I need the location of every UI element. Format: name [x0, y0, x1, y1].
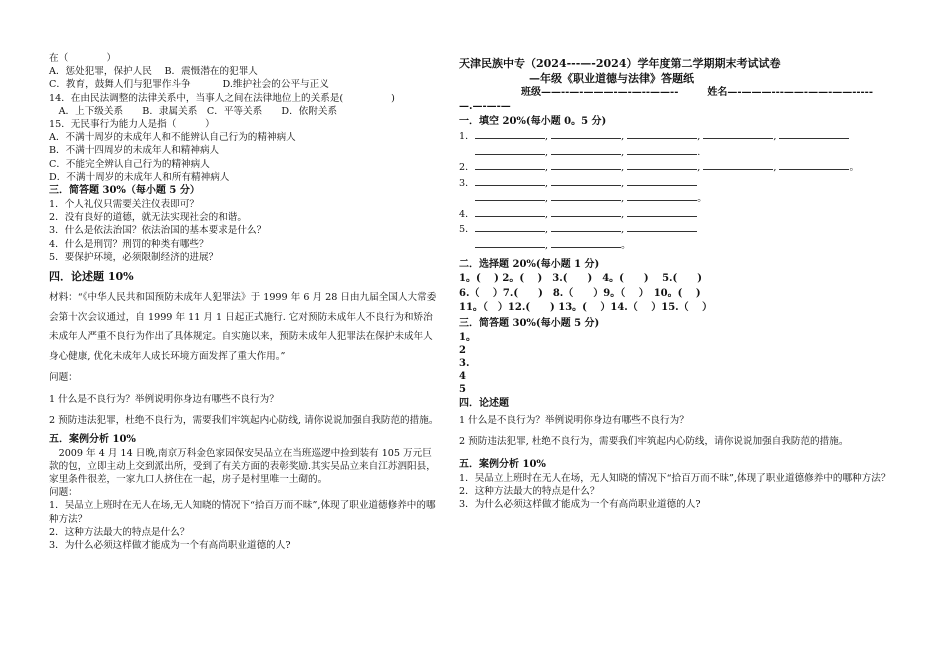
- answer-blank[interactable]: [551, 238, 621, 248]
- fill-row: [459, 238, 904, 254]
- answer-blank[interactable]: [551, 145, 621, 155]
- blank-separator: ,: [545, 177, 552, 189]
- answer-blank[interactable]: [551, 160, 621, 170]
- essay-material: 材料：“《中华人民共和国预防未成年人犯罪法》于 1999 年 6 月 28 日由九届全国人大常委会第十次会议通过，自 1999 年 11 月 1 日起正式施行. 它对预防未成年人不良行为和矫治未成年人严重不良行为作出了具体规定。自实施以来，预防未成年人犯罪法在保护未成年人身心健康, 优化未成年人成长环境方面发挥了重大作用。”: [49, 292, 437, 362]
- option-line: A．上下级关系 B．隶属关系 C．平等关系 D．依附关系: [49, 105, 338, 117]
- essay-question-1: 1 什么是不良行为？举例说明你身边有哪些不良行为？: [459, 414, 689, 426]
- choice-answer-row: 6.（ ）7.( ) 8.（ ）9。（ ） 10。( ): [459, 287, 701, 299]
- blank-separator: ,: [621, 162, 628, 173]
- short-answer-number: 5: [459, 383, 466, 395]
- blank-separator: ,: [697, 162, 704, 173]
- short-question: 1．个人礼仪只需要关注仪表即可？: [49, 199, 200, 211]
- blank-separator: ,: [621, 146, 628, 158]
- essay-question-1: 1 什么是不良行为？举例说明你身边有哪些不良行为？: [49, 393, 279, 405]
- answer-blank[interactable]: [627, 207, 697, 217]
- case-question-3: 3．为什么必须这样做才能成为一个有高尚职业道德的人?: [49, 539, 291, 551]
- answer-blank[interactable]: [703, 129, 773, 139]
- option-line: C．教育，鼓舞人们与犯罪作斗争 D.维护社会的公平与正义: [49, 79, 329, 91]
- answer-blank[interactable]: [475, 129, 545, 139]
- blank-separator: ,: [545, 131, 552, 142]
- class-field[interactable]: 班级——--—-———-—-—--——--: [521, 87, 679, 98]
- short-answer-number: 3.: [459, 357, 470, 369]
- answer-blank[interactable]: [627, 160, 697, 170]
- section-5-title: 五．案例分析 10%: [49, 433, 136, 445]
- answer-blank[interactable]: [475, 191, 545, 201]
- answer-blank[interactable]: [627, 176, 697, 186]
- fill-row-number: 2．: [459, 162, 475, 173]
- short-answer-number: 4: [459, 370, 466, 382]
- blank-separator: ,: [545, 208, 552, 220]
- fill-row: [459, 222, 904, 238]
- answer-blank[interactable]: [475, 222, 545, 232]
- answer-blank[interactable]: [475, 207, 545, 217]
- answer-blank[interactable]: [627, 191, 697, 201]
- blank-separator: 。: [621, 239, 631, 251]
- essay-section-title: 四．论述题: [459, 397, 509, 409]
- fill-row-number: 4．: [459, 208, 475, 220]
- left-column: [49, 52, 441, 552]
- fill-section-title: 一．填空 20%(每小题 0。5 分): [459, 116, 607, 127]
- case-question-2: 2．这种方法最大的特点是什么？: [49, 526, 190, 538]
- fill-row-number: 1．: [459, 131, 475, 142]
- blank-separator: 。: [697, 193, 707, 204]
- option-line: C．不能完全辨认自己行为的精神病人: [49, 158, 210, 170]
- fill-row: [459, 129, 904, 145]
- fill-row: [459, 191, 904, 207]
- essay-ask-label: 问题：: [49, 372, 78, 384]
- case-section-title: 五．案例分析 10%: [459, 458, 546, 470]
- case-ask-label: 问题：: [49, 487, 78, 499]
- blank-separator: ,: [773, 162, 780, 173]
- blank-separator: ,: [621, 131, 628, 142]
- answer-blank[interactable]: [551, 207, 621, 217]
- fill-row: [459, 145, 904, 161]
- blank-separator: ,: [545, 162, 552, 173]
- blank-separator: .: [697, 146, 701, 158]
- exam-title: 天津民族中专（2024---—-2024）学年度第二学期期末考试试卷: [459, 57, 781, 70]
- student-info: [459, 86, 904, 100]
- short-question: 5．要保护环境，必须限制经济的进展？: [49, 251, 219, 263]
- fill-row: [459, 160, 904, 176]
- answer-blank[interactable]: [703, 160, 773, 170]
- answer-sheet: [459, 56, 904, 511]
- essay-question-2: 2 预防违法犯罪, 杜绝不良行为，需要我们牢筑起内心防线，请你说说加强自我防范的措施。: [459, 435, 849, 447]
- choice-section-title: 二．选择题 20%(每小题 1 分): [459, 259, 600, 270]
- answer-blank[interactable]: [475, 145, 545, 155]
- fill-row-number: 5．: [459, 224, 475, 235]
- fill-row: [459, 207, 904, 223]
- name-field-tail: —.—-—-—: [459, 101, 511, 112]
- blank-separator: ,: [545, 193, 552, 204]
- fill-row: [459, 176, 904, 192]
- blank-separator: 。: [849, 162, 860, 173]
- answer-blank[interactable]: [627, 145, 697, 155]
- blank-separator: ,: [545, 224, 552, 235]
- question-14: 14．在由民法调整的法律关系中，当事人之间在法律地位上的关系是( ): [49, 92, 395, 104]
- section-4-title: 四．论述题 10%: [49, 270, 134, 284]
- answer-blank[interactable]: [779, 129, 849, 139]
- short-question: 4．什么是刑罚？刑罚的种类有哪些？: [49, 238, 209, 250]
- answer-blank[interactable]: [551, 176, 621, 186]
- question-text: 在（ ）: [49, 53, 117, 64]
- case-question-1: 1．吴品立上班时在无人在场，无人知晓的情况下“拾百万而不昧”,体现了职业道德修养中的哪种方法？: [459, 472, 891, 484]
- blank-separator: ,: [621, 193, 628, 204]
- blank-separator: ,: [773, 131, 780, 142]
- name-field[interactable]: 姓名—-———---——-——-——-----: [707, 87, 873, 98]
- short-answer-number: 2: [459, 344, 466, 356]
- fill-blank-area: [459, 129, 904, 253]
- case-question-1: 1．吴品立上班时在无人在场,无人知晓的情况下“拾百万而不昧”,体现了职业道德修养中的哪种方法？: [49, 500, 436, 525]
- option-line: D．不满十周岁的未成年人和所有精神病人: [49, 171, 230, 183]
- blank-separator: ,: [621, 208, 628, 220]
- blank-separator: ,: [545, 239, 552, 251]
- answer-blank[interactable]: [627, 129, 697, 139]
- answer-blank[interactable]: [551, 222, 621, 232]
- case-question-3: 3．为什么必须这样做才能成为一个有高尚职业道德的人?: [459, 498, 701, 510]
- option-line: A．惩处犯罪，保护人民 B．震慑潜在的犯罪人: [49, 66, 258, 78]
- short-question: 3．什么是依法治国？依法治国的基本要求是什么？: [49, 225, 267, 237]
- answer-blank[interactable]: [779, 160, 849, 170]
- question-15: 15．无民事行为能力人是指（ ）: [49, 119, 215, 131]
- case-question-2: 2．这种方法最大的特点是什么？: [459, 485, 600, 497]
- essay-question-2: 2 预防违法犯罪，杜绝不良行为，需要我们牢筑起内心防线, 请你说说加强自我防范的措施。: [49, 415, 439, 427]
- option-line: B．不满十四周岁的未成年人和精神病人: [49, 145, 220, 157]
- answer-blank[interactable]: [627, 222, 697, 232]
- exam-subtitle: —年级《职业道德与法律》答题纸: [529, 72, 694, 85]
- blank-separator: ,: [621, 224, 628, 235]
- answer-blank[interactable]: [551, 191, 621, 201]
- short-section-title: 三．简答题 30%(每小题 5 分): [459, 317, 600, 329]
- section-3-title: 三．简答题 30%（每小题 5 分）: [49, 185, 200, 197]
- answer-blank[interactable]: [475, 160, 545, 170]
- answer-blank[interactable]: [475, 238, 545, 248]
- case-text: 2009 年 4 月 14 日晚,南京万科金色家园保安吴品立在当班巡逻中捡到装有 105 万元巨款的包，立即主动上交到派出所，受到了有关方面的表彰奖励.其实吴品立来自江苏泗阳县，家里条件很差，一家九口人挤住在一起，房子是村里唯一土砌的。: [49, 447, 436, 485]
- option-line: A．不满十周岁的未成年人和不能辨认自己行为的精神病人: [49, 132, 296, 144]
- blank-separator: ,: [545, 146, 552, 158]
- choice-answer-row: 11。（ ）12.( ) 13。( ）14.（ ）15.（ ）: [459, 302, 713, 313]
- choice-answer-row: 1。( ) 2。( ) 3.( ) 4。( ) 5.( ): [459, 273, 702, 284]
- short-question: 2．没有良好的道德，就无法实现社会的和谐。: [49, 212, 247, 224]
- answer-blank[interactable]: [551, 129, 621, 139]
- blank-separator: ,: [697, 131, 704, 142]
- answer-blank[interactable]: [475, 176, 545, 186]
- fill-row-number: 3．: [459, 177, 475, 189]
- short-answer-number: 1。: [459, 331, 476, 343]
- blank-separator: ,: [621, 177, 628, 189]
